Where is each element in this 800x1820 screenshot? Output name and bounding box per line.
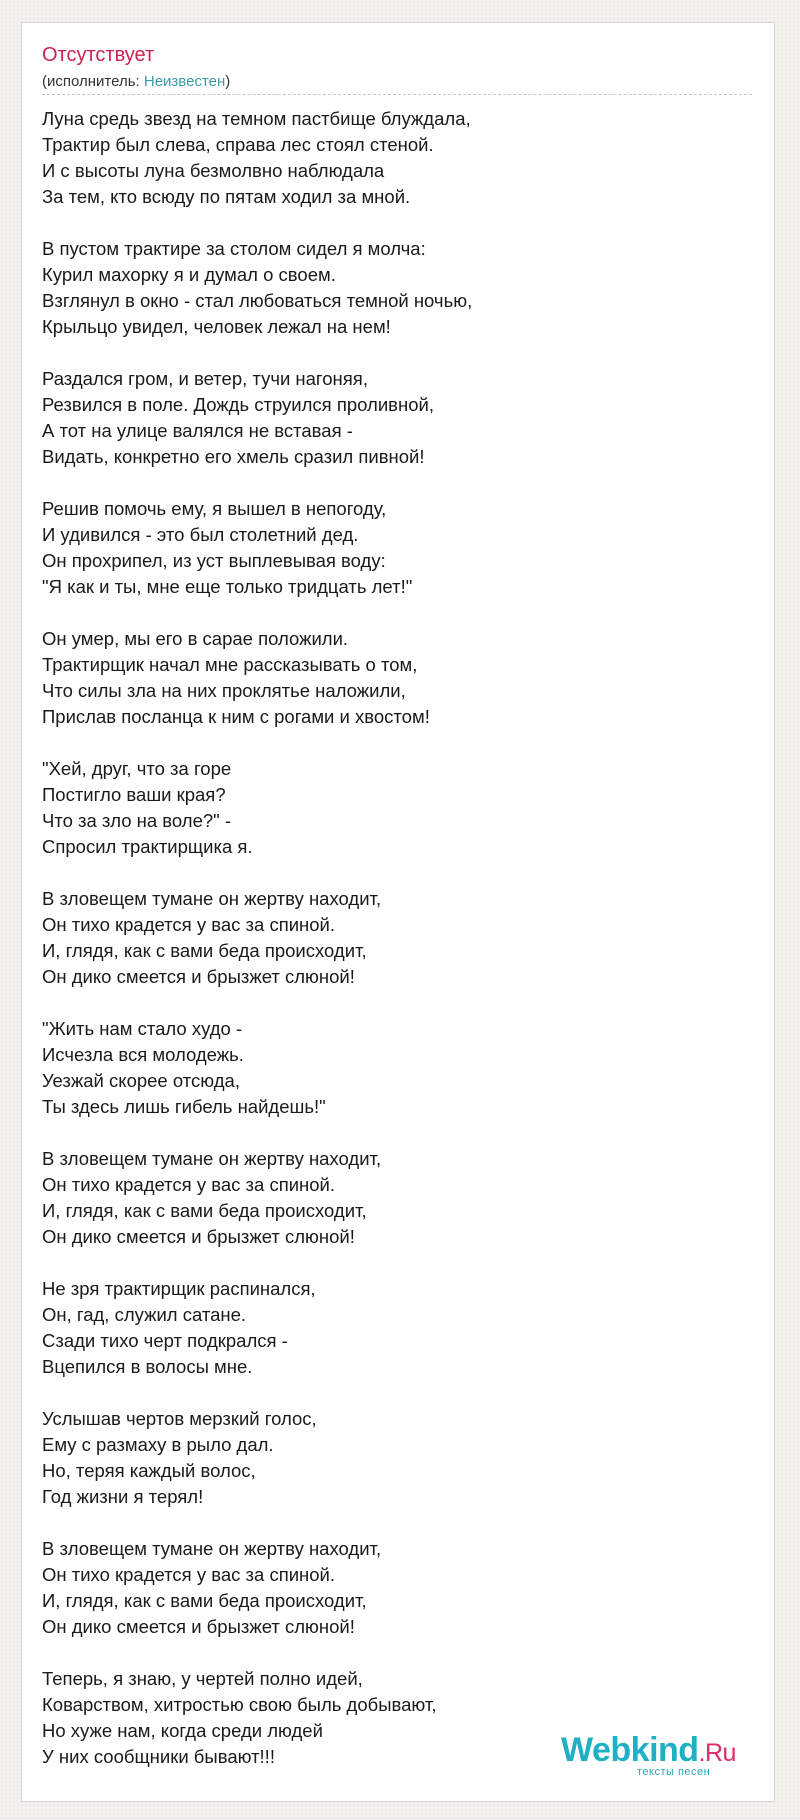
lyric-line: Коварством, хитростью свою быль добывают, xyxy=(42,1694,437,1715)
song-title: Отсутствует xyxy=(42,44,155,66)
lyric-line: За тем, кто всюду по пятам ходил за мной. xyxy=(42,186,411,207)
lyric-line: Трактирщик начал мне рассказывать о том, xyxy=(42,654,418,675)
lyrics-stanza xyxy=(42,886,742,990)
lyrics-stanza xyxy=(42,106,742,210)
lyric-line: И, глядя, как с вами беда происходит, xyxy=(42,1590,367,1611)
lyric-line: В зловещем тумане он жертву находит, xyxy=(42,1148,382,1169)
lyrics-stanza xyxy=(42,496,742,600)
lyrics-stanza xyxy=(42,626,742,730)
lyric-line: И удивился - это был столетний дед. xyxy=(42,524,359,545)
lyric-line: Трактир был слева, справа лес стоял стеной. xyxy=(42,134,434,155)
logo-tagline: тексты песен xyxy=(637,1766,711,1778)
lyrics-body xyxy=(42,106,742,1796)
lyric-line: Курил махорку я и думал о своем. xyxy=(42,264,336,285)
artist-prefix: (исполнитель: xyxy=(42,73,144,90)
lyric-line: Уезжай скорее отсюда, xyxy=(42,1070,240,1091)
lyric-line: Взглянул в окно - стал любоваться темной ночью, xyxy=(42,290,473,311)
lyric-line: Резвился в поле. Дождь струился проливной, xyxy=(42,394,434,415)
lyric-line: Год жизни я терял! xyxy=(42,1486,204,1507)
lyrics-stanza xyxy=(42,1016,742,1120)
site-logo[interactable] xyxy=(561,1730,771,1790)
logo-name: Webkind xyxy=(561,1731,699,1769)
lyric-line: А тот на улице валялся не вставая - xyxy=(42,420,353,441)
lyric-line: Не зря трактирщик распинался, xyxy=(42,1278,316,1299)
lyric-line: "Жить нам стало худо - xyxy=(42,1018,243,1039)
lyric-line: Но хуже нам, когда среди людей xyxy=(42,1720,323,1741)
lyric-line: Он, гад, служил сатане. xyxy=(42,1304,247,1325)
lyric-line: Он прохрипел, из уст выплевывая воду: xyxy=(42,550,386,571)
lyrics-stanza xyxy=(42,756,742,860)
lyric-line: Он умер, мы его в сарае положили. xyxy=(42,628,349,649)
lyric-line: Прислав посланца к ним с рогами и хвостом! xyxy=(42,706,430,727)
lyric-line: В зловещем тумане он жертву находит, xyxy=(42,1538,382,1559)
lyric-line: Он тихо крадется у вас за спиной. xyxy=(42,914,336,935)
lyrics-card xyxy=(21,22,775,1802)
lyric-line: В зловещем тумане он жертву находит, xyxy=(42,888,382,909)
logo-tld: .Ru xyxy=(698,1739,736,1767)
lyrics-stanza xyxy=(42,236,742,340)
artist-line xyxy=(42,73,230,91)
lyric-line: Ты здесь лишь гибель найдешь!" xyxy=(42,1096,326,1117)
lyric-line: Видать, конкретно его хмель сразил пивной! xyxy=(42,446,425,467)
lyric-line: Но, теряя каждый волос, xyxy=(42,1460,256,1481)
lyric-line: Спросил трактирщика я. xyxy=(42,836,253,857)
lyric-line: "Я как и ты, мне еще только тридцать лет!" xyxy=(42,576,413,597)
lyric-line: Раздался гром, и ветер, тучи нагоняя, xyxy=(42,368,368,389)
lyric-line: Он дико смеется и брызжет слюной! xyxy=(42,1226,355,1247)
lyric-line: Сзади тихо черт подкрался - xyxy=(42,1330,288,1351)
lyrics-stanza xyxy=(42,1146,742,1250)
artist-suffix: ) xyxy=(225,73,231,90)
lyric-line: Он тихо крадется у вас за спиной. xyxy=(42,1174,336,1195)
lyrics-stanza xyxy=(42,366,742,470)
lyric-line: Он тихо крадется у вас за спиной. xyxy=(42,1564,336,1585)
lyric-line: И, глядя, как с вами беда происходит, xyxy=(42,940,367,961)
lyric-line: Луна средь звезд на темном пастбище блуждала, xyxy=(42,108,471,129)
lyric-line: Теперь, я знаю, у чертей полно идей, xyxy=(42,1668,363,1689)
lyric-line: Вцепился в волосы мне. xyxy=(42,1356,253,1377)
lyric-line: Исчезла вся молодежь. xyxy=(42,1044,244,1065)
lyric-line: У них сообщники бывают!!! xyxy=(42,1746,275,1767)
lyric-line: Ему с размаху в рыло дал. xyxy=(42,1434,274,1455)
lyric-line: Постигло ваши края? xyxy=(42,784,226,805)
lyric-line: "Хей, друг, что за горе xyxy=(42,758,232,779)
lyric-line: Крыльцо увидел, человек лежал на нем! xyxy=(42,316,391,337)
lyrics-stanza xyxy=(42,1406,742,1510)
lyric-line: И, глядя, как с вами беда происходит, xyxy=(42,1200,367,1221)
lyric-line: В пустом трактире за столом сидел я молча: xyxy=(42,238,426,259)
lyrics-stanza xyxy=(42,1276,742,1380)
lyric-line: Он дико смеется и брызжет слюной! xyxy=(42,966,355,987)
lyric-line: И с высоты луна безмолвно наблюдала xyxy=(42,160,385,181)
lyric-line: Что силы зла на них проклятье наложили, xyxy=(42,680,406,701)
lyric-line: Решив помочь ему, я вышел в непогоду, xyxy=(42,498,387,519)
artist-link[interactable]: Неизвестен xyxy=(143,73,226,90)
lyric-line: Услышав чертов мерзкий голос, xyxy=(42,1408,317,1429)
lyric-line: Он дико смеется и брызжет слюной! xyxy=(42,1616,355,1637)
lyrics-stanza xyxy=(42,1536,742,1640)
lyric-line: Что за зло на воле?" - xyxy=(42,810,232,831)
title-divider xyxy=(42,94,752,95)
